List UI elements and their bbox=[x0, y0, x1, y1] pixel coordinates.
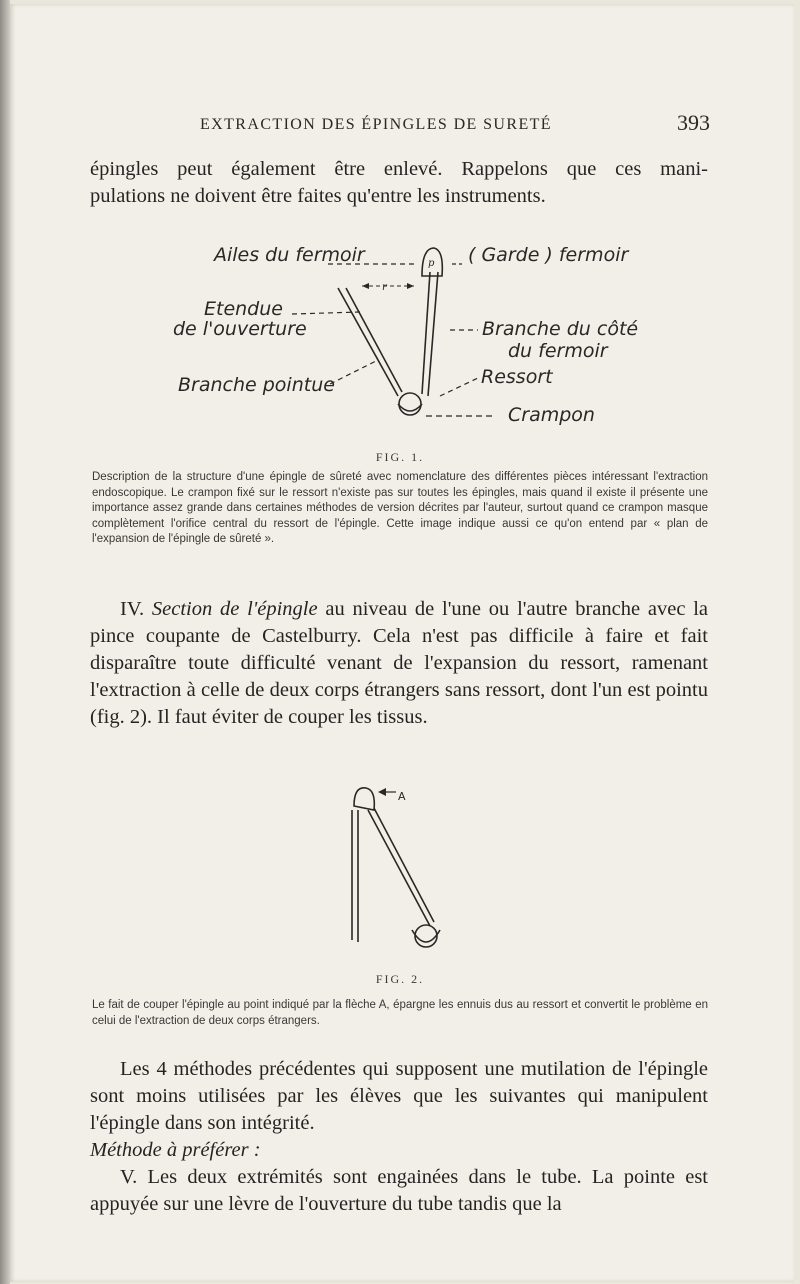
fig1-label-branche-cote-1: Branche du côté bbox=[482, 318, 639, 340]
fig2-arrow-a bbox=[378, 788, 386, 796]
figure-2-cut-pin-diagram bbox=[330, 770, 470, 970]
intro-line-1: épingles peut également être enlevé. Rappelons que ces mani- bbox=[90, 158, 708, 180]
fig1-label-ailes: Ailes du fermoir bbox=[214, 244, 365, 266]
section-iv-body: au niveau de l'une ou l'autre branche avec la pince coupante de Castelburry. Cela n'est pas difficile à faire et fait disparaître toute difficulté venant de l'expansion du ressort, ramenant l'extraction à celle de deux corps étrangers sans ressort, dont l'un est pointu (fig. 2). Il faut éviter de couper les tissus. bbox=[90, 598, 709, 728]
fig1-marker-p: p bbox=[428, 258, 435, 269]
fig1-marker-r: r bbox=[382, 282, 387, 293]
fig2-spring-coil bbox=[415, 925, 437, 947]
fig1-label-etendue-1: Etendue bbox=[204, 298, 283, 320]
fig1-label-branche-pointue: Branche pointue bbox=[178, 374, 335, 396]
fig1-label-branche-cote-2: du fermoir bbox=[508, 340, 608, 362]
section-iv-paragraph bbox=[90, 596, 708, 731]
fig1-branch-pointed bbox=[338, 288, 398, 396]
figure-2-label: FIG. 2. bbox=[375, 972, 425, 986]
closing-paragraph bbox=[90, 1056, 708, 1218]
method-v-text: V. Les deux extrémités sont engainées dans le tube. La pointe est appuyée sur une lèvre de l'ouverture du tube tandis que la bbox=[90, 1166, 708, 1215]
intro-paragraph bbox=[90, 156, 708, 210]
fig2-branch-right bbox=[368, 810, 430, 926]
figure-1-caption: Description de la structure d'une épingle de sûreté avec nomenclature des différentes pièces intéressant l'extraction endoscopique. Le crampon fixé sur le ressort n'existe pas sur toutes les épingles, mais quand il existe il présente une importance assez grande dans certaines méthodes de version décrites par l'auteur, surtout quand ce crampon masque complètement l'orifice central du ressort de l'épingle. Cette image indique aussi ce qu'on entend par « plan de l'expansion de l'épingle de sûreté ». bbox=[92, 471, 708, 545]
fig2-marker-a: A bbox=[398, 790, 406, 803]
section-iv-title: Section de l'épingle bbox=[151, 598, 318, 620]
running-title: EXTRACTION DES ÉPINGLES DE SURETÉ bbox=[200, 116, 552, 133]
method-heading: Méthode à préférer : bbox=[90, 1139, 261, 1161]
book-spine-shadow bbox=[0, 0, 10, 1284]
fig1-label-crampon: Crampon bbox=[508, 404, 595, 426]
figure-1-label: FIG. 1. bbox=[375, 450, 425, 464]
section-iv-text bbox=[90, 596, 708, 731]
fig2-clasp-head bbox=[354, 788, 374, 810]
fig1-branch-clasp-side bbox=[422, 272, 430, 394]
fig1-label-ressort: Ressort bbox=[481, 366, 553, 388]
closing-methods-text: Les 4 méthodes précédentes qui supposent une mutilation de l'épingle sont moins utilisées par les élèves que les suivantes qui manipulent l'épingle dans son intégrité. bbox=[90, 1058, 708, 1134]
figure-2-caption: Le fait de couper l'épingle au point indiqué par la flèche A, épargne les ennuis dus au ressort et convertit le problème en celui de l'extraction de deux corps étrangers. bbox=[92, 999, 708, 1027]
fig1-label-garde: ( Garde ) fermoir bbox=[468, 244, 629, 266]
intro-line-2: pulations ne doivent être faites qu'entre les instruments. bbox=[90, 185, 546, 207]
fig1-label-etendue-2: de l'ouverture bbox=[173, 318, 307, 340]
running-header bbox=[200, 110, 710, 135]
page-number: 393 bbox=[677, 110, 710, 135]
section-iv-numeral: IV. bbox=[120, 598, 145, 620]
